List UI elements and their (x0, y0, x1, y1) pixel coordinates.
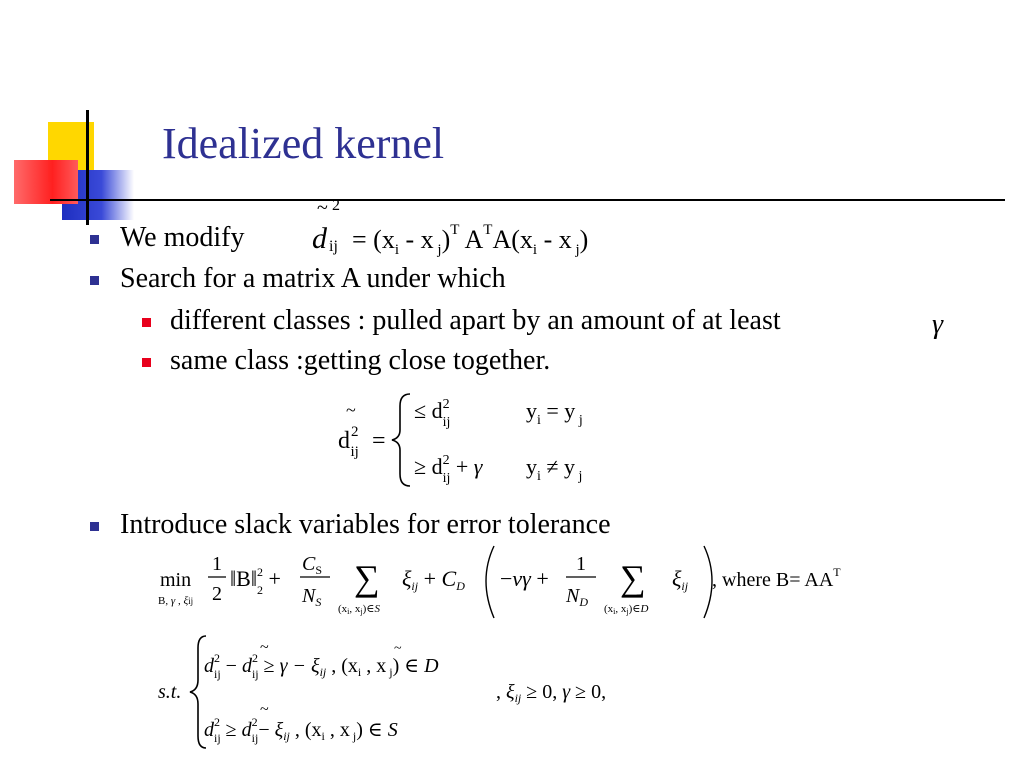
bullet-we-modify: We modify (120, 222, 245, 253)
modify-equation (300, 192, 660, 264)
svg-text:~: ~ (260, 701, 269, 718)
sub-bullet-same-class: same class :getting close together. (170, 345, 551, 376)
piecewise-case1: ≤ $d^2$ ij (414, 397, 451, 430)
piecewise-case2: ≥ $d^2$ ij + γ (414, 453, 483, 486)
constraints (150, 630, 690, 754)
svg-text:NS: $N_S$ (302, 585, 322, 609)
objective-where: , where $B= AA^T$ (712, 565, 841, 591)
sub-bullet-marker (142, 358, 151, 367)
objective-function (150, 540, 890, 626)
objective-min: min (160, 569, 192, 591)
constraints-tail: , $\xi_{ij} \ge 0$, γ ≥ 0, (496, 681, 607, 705)
svg-text:~: ~ (260, 639, 269, 656)
svg-text:1: 1 (212, 553, 222, 575)
piecewise-equation (330, 386, 630, 492)
piecewise-eq: = (372, 428, 386, 454)
svg-text:ND: $N_D$ (566, 585, 589, 609)
modify-rhs: = ($x_i$ - x $_j$)$^T$ $A^TA(x_i$ - x $_j$) (352, 222, 589, 258)
svg-text:ξij: ξij (672, 566, 689, 593)
svg-text:~: ~ (394, 641, 402, 656)
sub-bullet-marker (142, 318, 151, 327)
piecewise-cond1: $y_i = y$ $_j$ (526, 398, 583, 428)
svg-text:∑: ∑ (620, 558, 646, 598)
piecewise-cond2: $y_i \ne y$ $_j$ (526, 454, 583, 484)
piecewise-tilde: ~ (346, 400, 356, 420)
modify-sup: 2 (332, 197, 340, 214)
piecewise-lhs: $d^2$ ij (338, 424, 359, 460)
slide-title: Idealized kernel (162, 119, 445, 168)
modify-tilde: ~ (317, 197, 328, 219)
svg-text:∑: ∑ (354, 558, 380, 598)
bullet-introduce-slack: Introduce slack variables for error tolerance (120, 509, 611, 540)
deco-red-square (14, 160, 78, 204)
sub-bullet-different-classes: different classes : pulled apart by an amount of at least (170, 305, 781, 336)
svg-text:CS: $C_S$ (302, 553, 323, 577)
svg-text:1: 1 (576, 553, 586, 575)
gamma-symbol (928, 305, 958, 345)
constraint-2: $d^2$ ij ≥ $d^2$ $ij- \xi_{ij}$ , ($x_i$ , x $_j$) ∈ S (204, 715, 398, 745)
bullet-marker (90, 235, 99, 244)
bullet-search-matrix: Search for a matrix A under which (120, 263, 506, 294)
piecewise-brace (392, 394, 410, 486)
svg-text:−νγ +: −νγ + (500, 566, 549, 591)
objective-min-sub: B, γ , ξij (158, 595, 194, 607)
constraint-1: $d^2$ ij − $d^2$ ij ≥ $\gamma - \xi_{ij}$ , ($x_i$ , x $_j$) ∈ D (204, 651, 439, 681)
svg-text:γ: γ (932, 309, 944, 340)
svg-text:‖B‖22 +: ‖B‖$^2$ 2 + (230, 565, 281, 597)
constraints-st: s.t. (158, 681, 182, 703)
deco-vertical-line (86, 110, 89, 225)
bullet-marker (90, 522, 99, 531)
bullet-marker (90, 276, 99, 285)
svg-text:(xi, xj)∈D: (xi, xj)∈D (604, 603, 649, 616)
modify-lhs: d ij (312, 222, 338, 255)
svg-text:ξij + CD: ξij + CD (402, 566, 465, 593)
svg-text:(xi, xj)∈S: (xi, xj)∈S (338, 603, 380, 616)
svg-text:2: 2 (212, 583, 222, 605)
